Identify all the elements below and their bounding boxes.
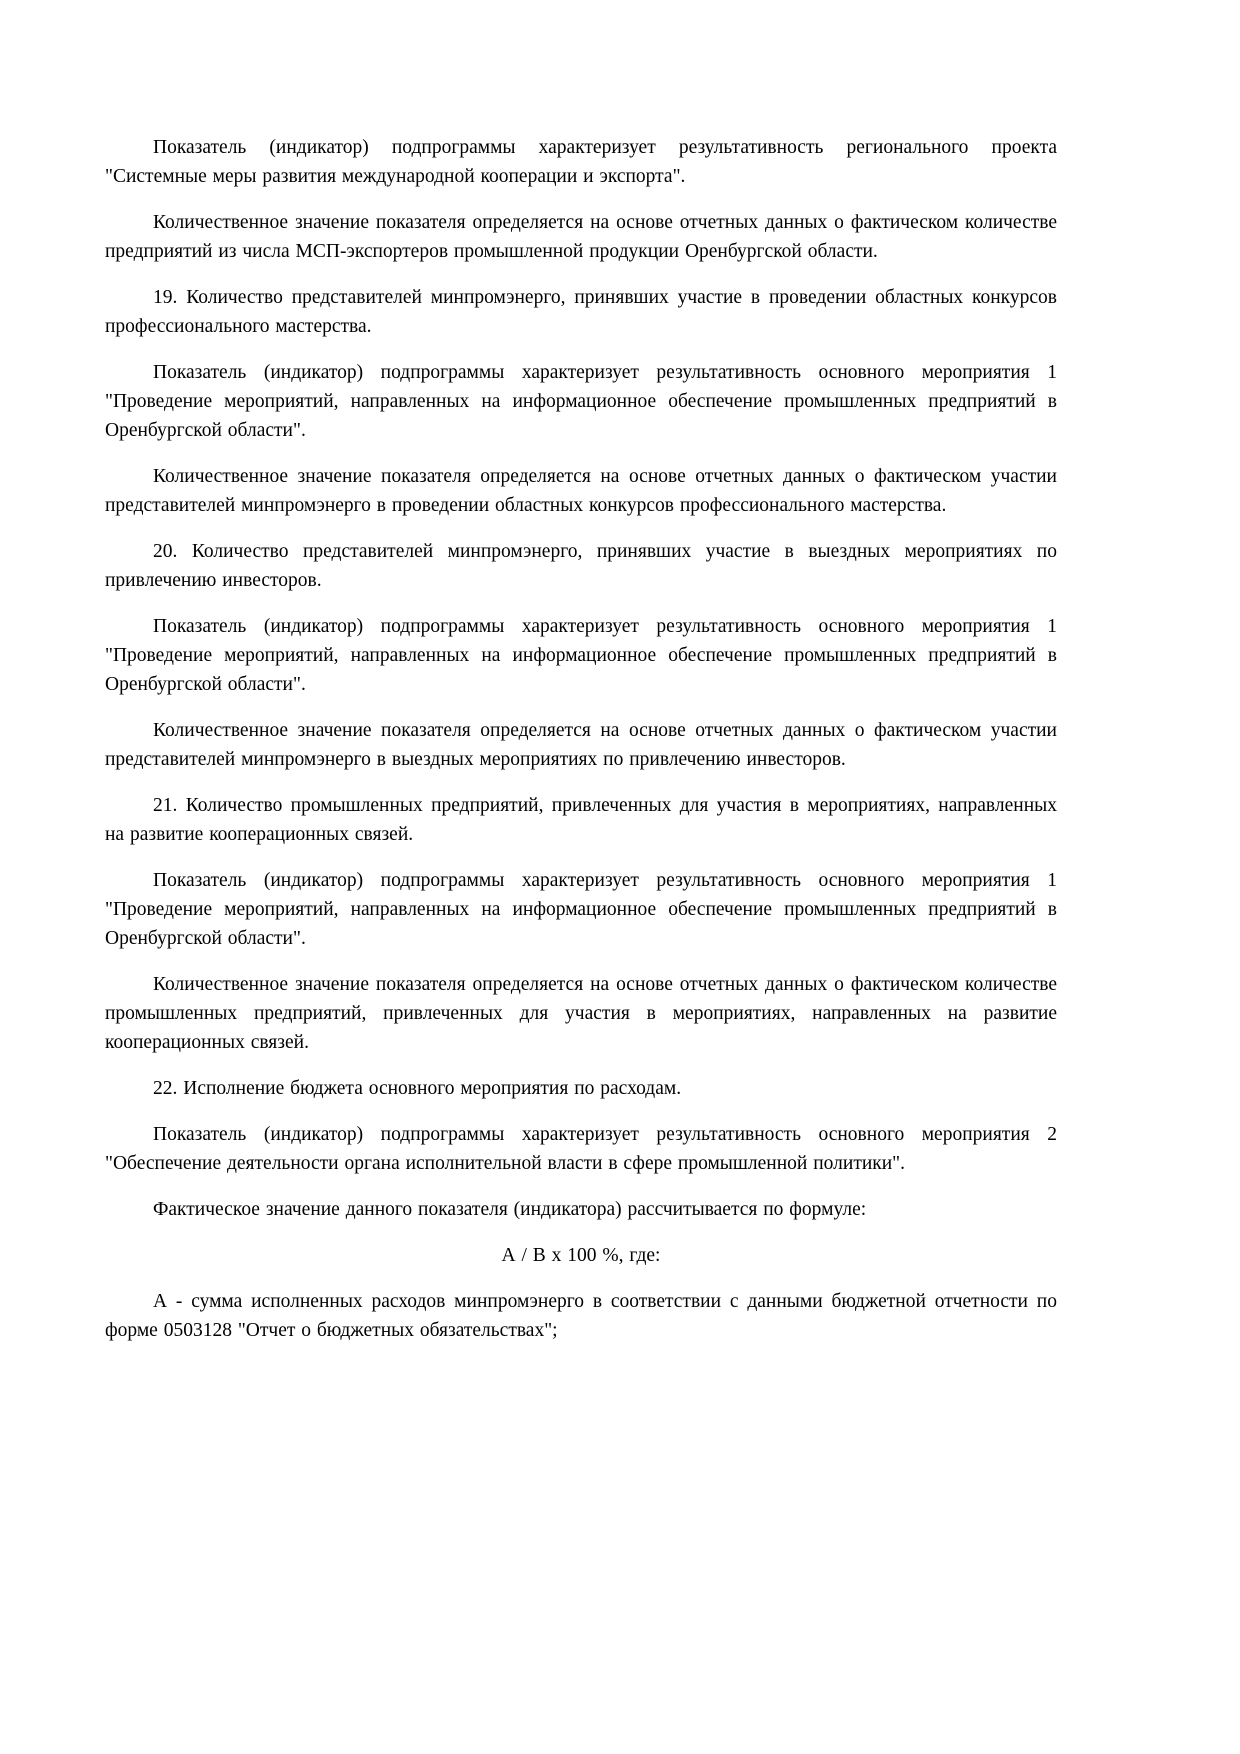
paragraph: Показатель (индикатор) подпрограммы характеризует результативность регионального проекта "Системные меры развития международной кооперации и экспорта". [105,137,1057,187]
paragraph: Показатель (индикатор) подпрограммы характеризует результативность основного мероприятия 1 "Проведение мероприятий, направленных на информационное обеспечение промышленных предприятий в Оренбургской области". [105,616,1057,695]
paragraph: Количественное значение показателя определяется на основе отчетных данных о фактическом количестве промышленных предприятий, привлеченных для участия в мероприятиях, направленных на развитие кооперационных связей. [105,974,1057,1053]
paragraph-numbered-21: 21. Количество промышленных предприятий, привлеченных для участия в мероприятиях, направленных на развитие кооперационных связей. [105,795,1057,845]
paragraph: Показатель (индикатор) подпрограммы характеризует результативность основного мероприятия 1 "Проведение мероприятий, направленных на информационное обеспечение промышленных предприятий в Оренбургской области". [105,362,1057,441]
paragraph-numbered-22: 22. Исполнение бюджета основного мероприятия по расходам. [153,1078,682,1099]
paragraph: Количественное значение показателя определяется на основе отчетных данных о фактическом участии представителей минпромэнерго в проведении областных конкурсов профессионального мастерства. [105,466,1057,516]
paragraph: А - сумма исполненных расходов минпромэнерго в соответствии с данными бюджетной отчетности по форме 0503128 "Отчет о бюджетных обязательствах"; [105,1291,1057,1341]
paragraph-numbered-19: 19. Количество представителей минпромэнерго, принявших участие в проведении областных конкурсов профессионального мастерства. [105,287,1057,337]
formula: А / В х 100 %, где: [501,1245,661,1266]
paragraph: Фактическое значение данного показателя (индикатора) рассчитывается по формуле: [153,1199,867,1220]
paragraph: Показатель (индикатор) подпрограммы характеризует результативность основного мероприятия 1 "Проведение мероприятий, направленных на информационное обеспечение промышленных предприятий в Оренбургской области". [105,870,1057,949]
paragraph: Показатель (индикатор) подпрограммы характеризует результативность основного мероприятия 2 "Обеспечение деятельности органа исполнительной власти в сфере промышленной политики". [105,1124,1057,1174]
paragraph-numbered-20: 20. Количество представителей минпромэнерго, принявших участие в выездных мероприятиях по привлечению инвесторов. [105,541,1057,591]
paragraph: Количественное значение показателя определяется на основе отчетных данных о фактическом участии представителей минпромэнерго в выездных мероприятиях по привлечению инвесторов. [105,720,1057,770]
document-body [105,133,1057,1345]
paragraph: Количественное значение показателя определяется на основе отчетных данных о фактическом количестве предприятий из числа МСП-экспортеров промышленной продукции Оренбургской области. [105,212,1057,262]
